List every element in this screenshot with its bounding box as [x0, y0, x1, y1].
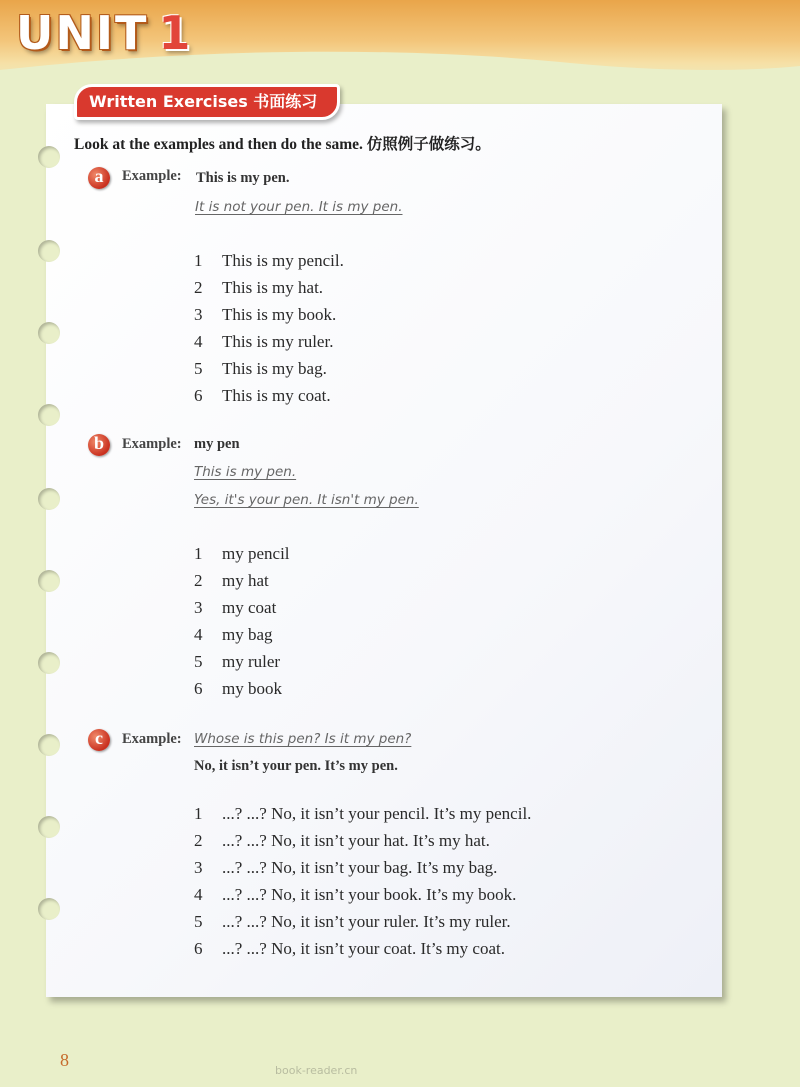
page-number: 8	[60, 1050, 69, 1070]
instruction-text: Look at the examples and then do the same. 仿照例子做练习。	[74, 136, 491, 153]
watermark: book-reader.cn	[275, 1064, 358, 1077]
exercise-b-item: 2 my hat	[194, 571, 269, 590]
exercise-b-example-label: Example:	[122, 436, 182, 452]
exercise-a-item: 6 This is my coat.	[194, 386, 331, 405]
exercise-b-example-prompt: my pen	[194, 436, 240, 452]
exercise-c-example-label: Example:	[122, 731, 182, 747]
binder-hole	[38, 816, 60, 838]
exercise-a-item: 3 This is my book.	[194, 305, 337, 324]
exercise-c-item: 6 ...? ...? No, it isn’t your coat. It’s my coat.	[194, 939, 505, 958]
exercise-a-example-answer: It is not your pen. It is my pen.	[195, 199, 403, 215]
binder-hole	[38, 404, 60, 426]
exercise-b-item: 3 my coat	[194, 598, 277, 617]
unit-title	[16, 6, 192, 66]
exercise-c-item: 3 ...? ...? No, it isn’t your bag. It’s my bag.	[194, 858, 498, 877]
exercise-b-item: 5 my ruler	[194, 652, 281, 671]
binder-hole	[38, 146, 60, 168]
unit-number: 1	[158, 6, 193, 60]
exercise-c-example-answer: Whose is this pen? Is it my pen?	[194, 731, 412, 747]
binder-hole	[38, 734, 60, 756]
exercise-b-badge: b	[88, 434, 110, 456]
exercise-a-item: 1 This is my pencil.	[194, 251, 344, 270]
exercise-b-example-answer-2: Yes, it's your pen. It isn't my pen.	[194, 492, 419, 508]
exercise-b-item: 6 my book	[194, 679, 282, 698]
exercise-a-badge: a	[88, 167, 110, 189]
exercise-a-item: 4 This is my ruler.	[194, 332, 334, 351]
exercise-b-item: 4 my bag	[194, 625, 273, 644]
binder-hole	[38, 240, 60, 262]
exercise-c-item: 5 ...? ...? No, it isn’t your ruler. It’s my ruler.	[194, 912, 511, 931]
binder-hole	[38, 898, 60, 920]
exercise-c-example-prompt: No, it isn’t your pen. It’s my pen.	[194, 758, 398, 774]
exercise-c-item: 1 ...? ...? No, it isn’t your pencil. It’s my pencil.	[194, 804, 532, 823]
exercise-a-item: 2 This is my hat.	[194, 278, 324, 297]
exercise-a-item: 5 This is my bag.	[194, 359, 327, 378]
exercise-a-example-prompt: This is my pen.	[196, 170, 290, 186]
unit-word: UNIT	[16, 6, 149, 60]
binder-hole	[38, 652, 60, 674]
exercise-c-item: 2 ...? ...? No, it isn’t your hat. It’s my hat.	[194, 831, 490, 850]
section-title: Written Exercises 书面练习	[74, 84, 340, 120]
binder-hole	[38, 322, 60, 344]
exercise-a-example-label: Example:	[122, 168, 182, 184]
exercise-b-item: 1 my pencil	[194, 544, 290, 563]
binder-hole	[38, 488, 60, 510]
exercise-c-item: 4 ...? ...? No, it isn’t your book. It’s my book.	[194, 885, 517, 904]
exercise-c-badge: c	[88, 729, 110, 751]
binder-hole	[38, 570, 60, 592]
exercise-b-example-answer-1: This is my pen.	[194, 464, 297, 480]
